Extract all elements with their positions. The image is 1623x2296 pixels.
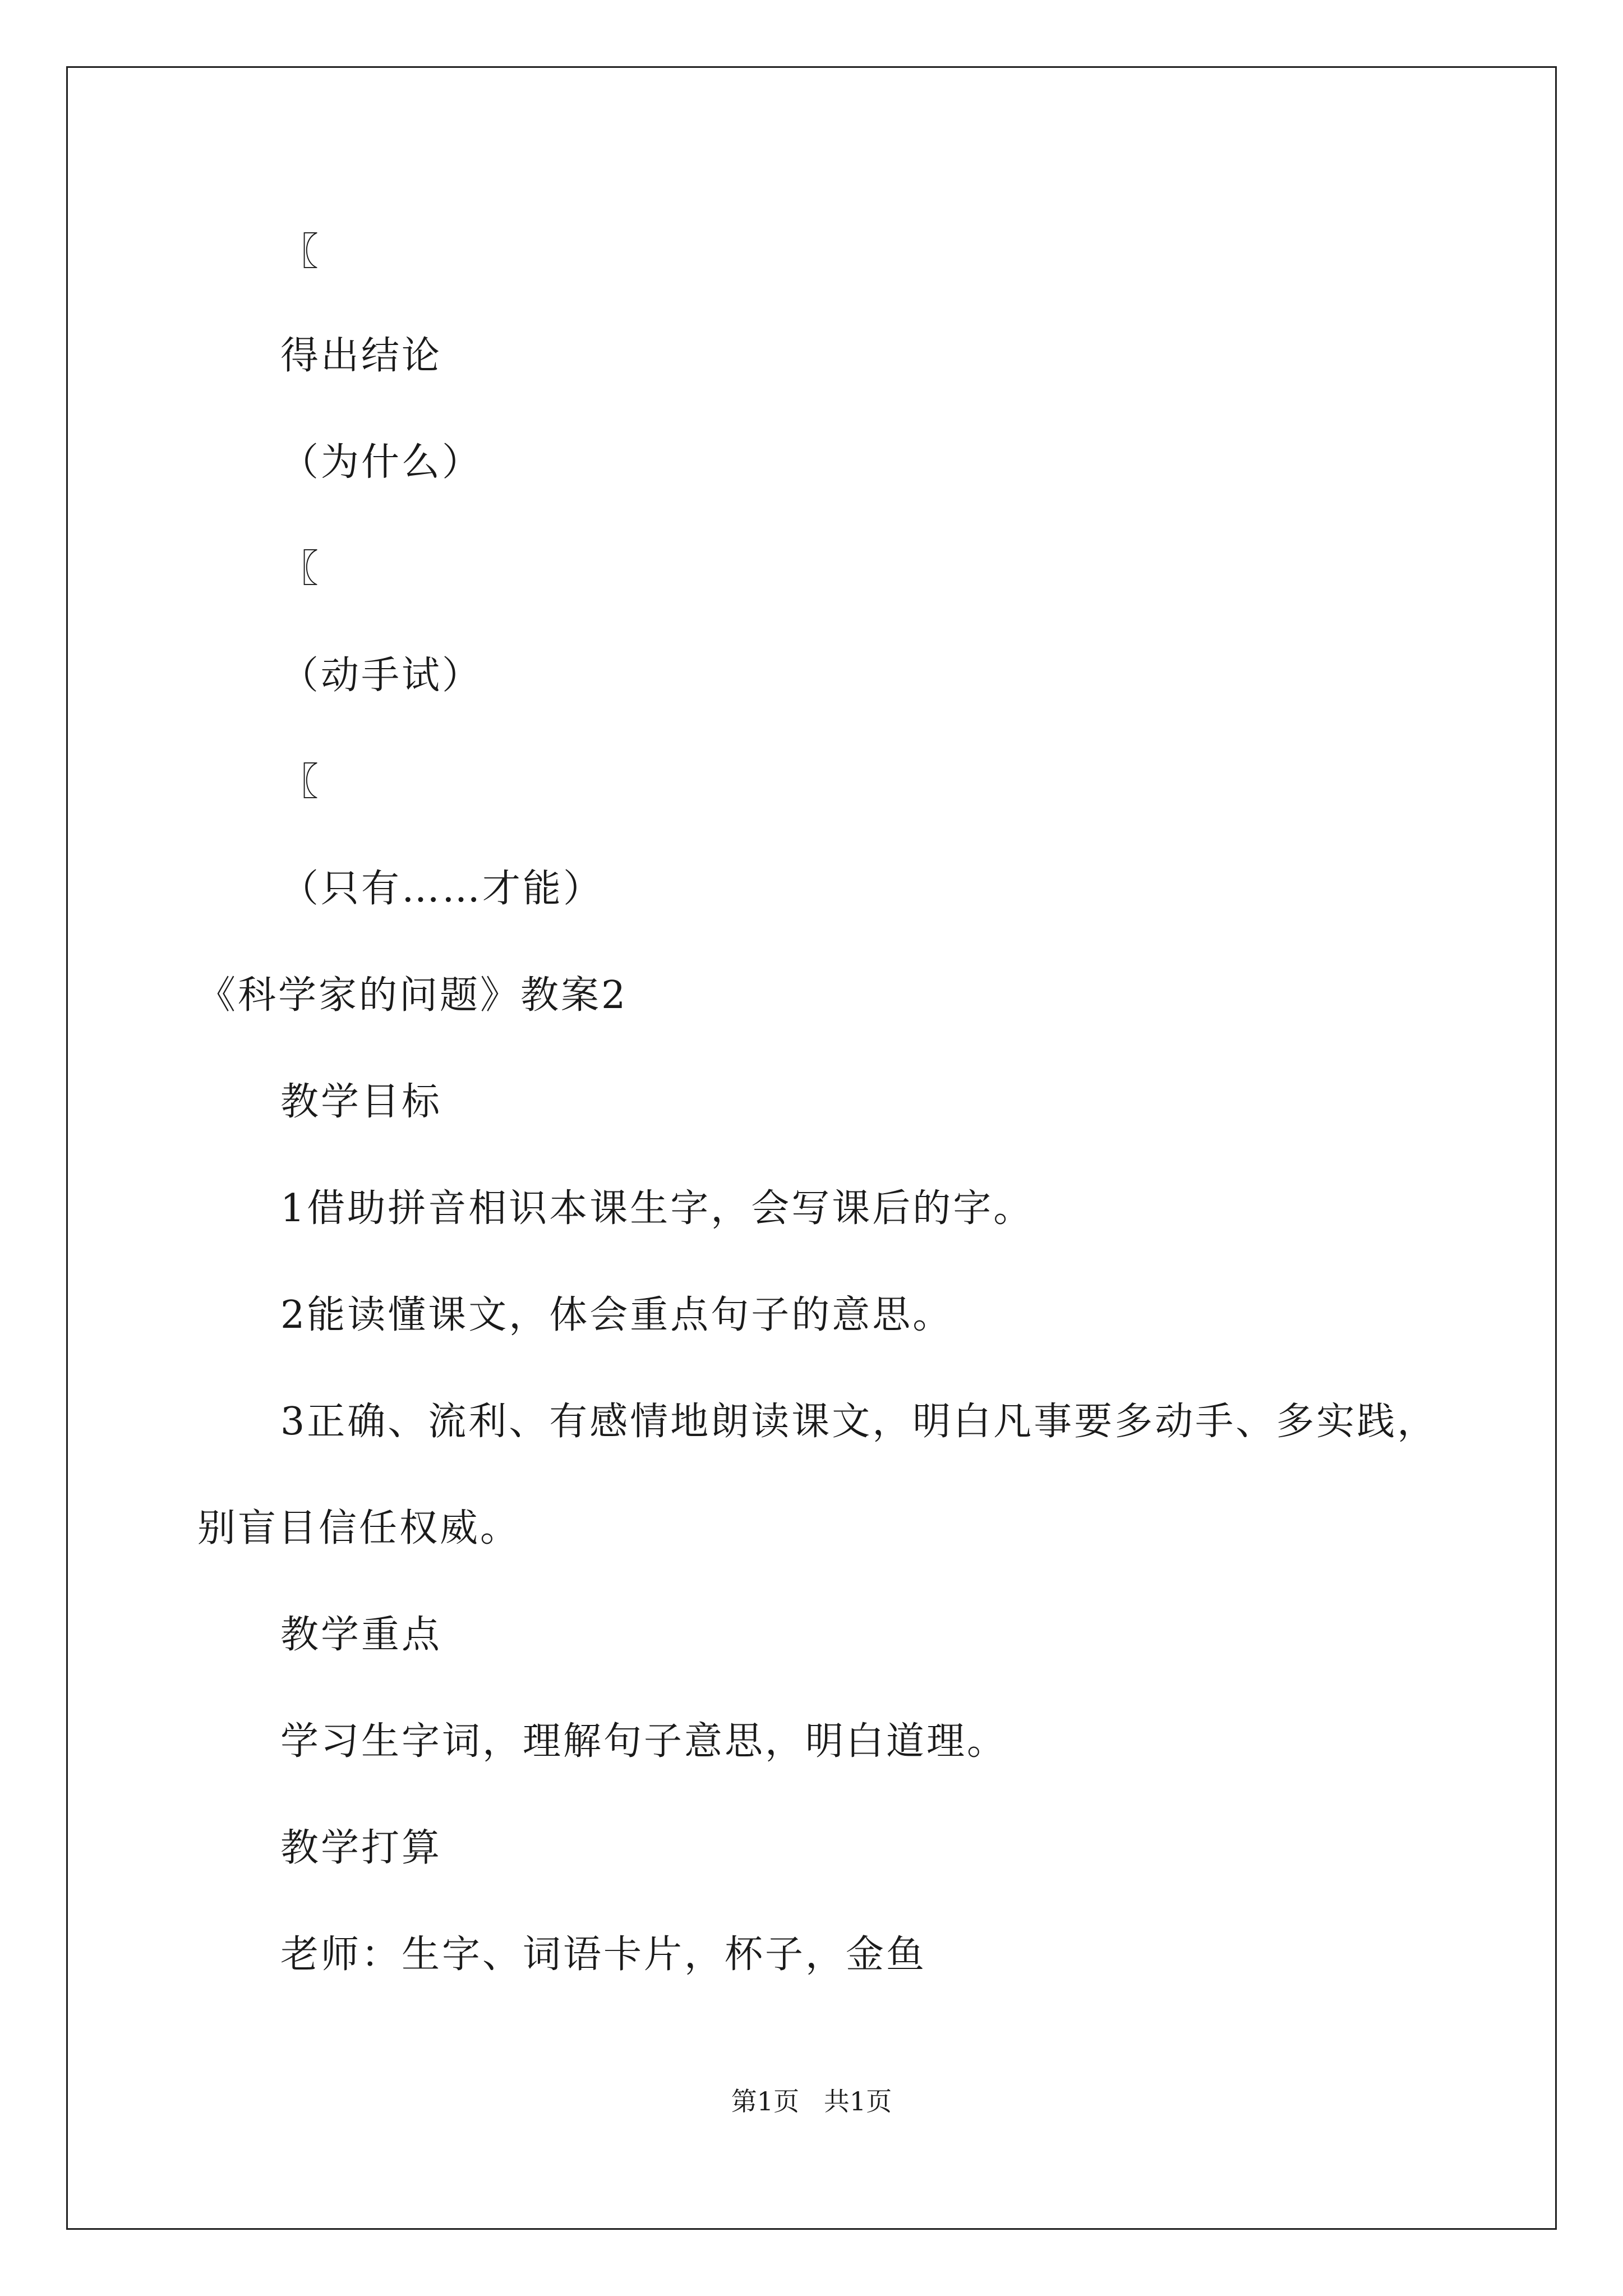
- text-line: 学习生字词，理解句子意思，明白道理。: [280, 1719, 1008, 1764]
- section-title: 《科学家的问题》教案2: [197, 973, 628, 1018]
- section-heading: 教学目标: [280, 1080, 442, 1124]
- text-line: 3正确、流利、有感情地朗读课文，明白凡事要多动手、多实践，: [280, 1400, 1438, 1444]
- text-line: 别盲目信任权威。: [197, 1506, 521, 1550]
- text-line: （只有……才能）: [280, 867, 604, 911]
- section-heading: 教学打算: [280, 1826, 442, 1870]
- bracket-mark: 〖: [280, 230, 321, 274]
- text-line: （为什么）: [280, 440, 483, 485]
- page-border: [66, 66, 1557, 2230]
- text-line: （动手试）: [280, 654, 483, 698]
- page-footer: 第1页 共1页: [731, 2086, 892, 2116]
- text-line: 2能读懂课文，体会重点句子的意思。: [280, 1293, 953, 1337]
- text-line: 得出结论: [280, 334, 442, 378]
- bracket-mark: 〖: [280, 760, 321, 804]
- bracket-mark: 〖: [280, 547, 321, 591]
- text-line: 老师：生字、词语卡片，杯子，金鱼: [280, 1932, 927, 1977]
- text-line: 1借助拼音相识本课生字，会写课后的字。: [280, 1186, 1034, 1231]
- section-heading: 教学重点: [280, 1613, 442, 1657]
